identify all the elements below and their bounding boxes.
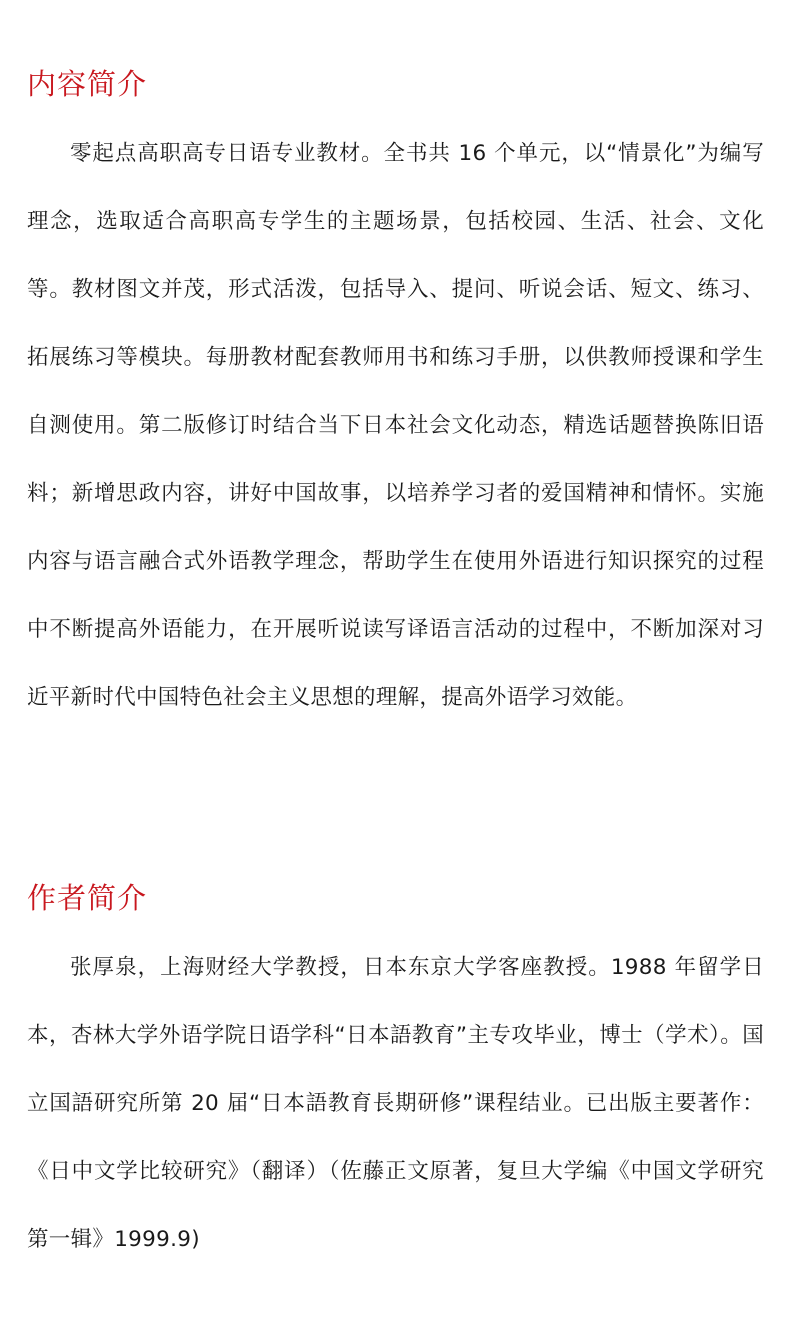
author-paragraph: 张厚泉，上海财经大学教授，日本东京大学客座教授。1988 年留学日本，杏林大学外语学院日语学科“日本語教育”主专攻毕业，博士（学术）。国立国語研究所第 20 届“日本語教育長期研修”课程结业。已出版主要著作：《日中文学比较研究》（翻译）（佐藤正文原著，复旦大学编《中国文学研究第一辑》1999.9): [27, 955, 764, 1252]
author-heading: 作者简介: [27, 881, 148, 915]
intro-heading: 内容简介: [27, 67, 148, 101]
intro-paragraph: 零起点高职高专日语专业教材。全书共 16 个单元，以“情景化”为编写理念，选取适合高职高专学生的主题场景，包括校园、生活、社会、文化等。教材图文并茂，形式活泼，包括导入、提问、听说会话、短文、练习、拓展练习等模块。每册教材配套教师用书和练习手册，以供教师授课和学生自测使用。第二版修订时结合当下日本社会文化动态，精选话题替换陈旧语料；新增思政内容，讲好中国故事，以培养学习者的爱国精神和情怀。实施内容与语言融合式外语教学理念，帮助学生在使用外语进行知识探究的过程中不断提高外语能力，在开展听说读写译语言活动的过程中，不断加深对习近平新时代中国特色社会主义思想的理解，提高外语学习效能。: [27, 141, 764, 710]
